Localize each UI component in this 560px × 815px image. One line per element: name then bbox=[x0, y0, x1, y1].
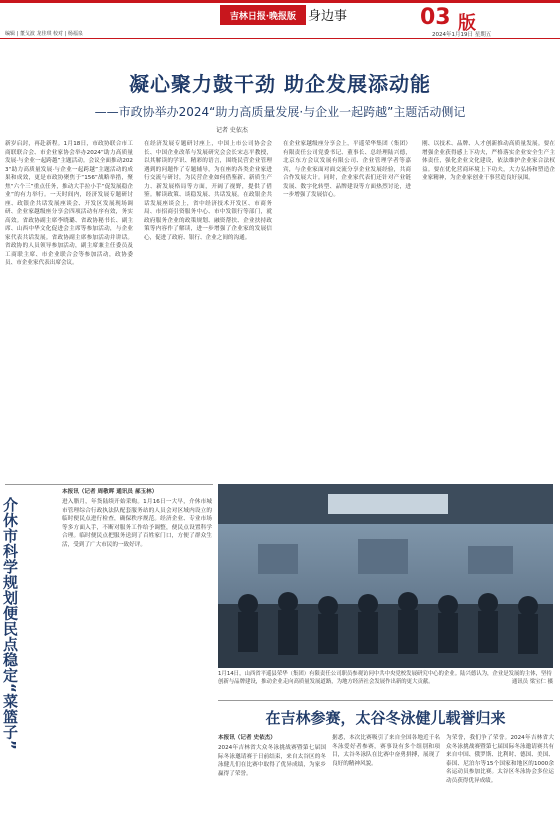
story1-column-3: 在企业家越级座分享会上，平遥荣华集团（集团）有限责任公司党委书记、董事长、总经理陆兴德，北京东方会议发展有限公司、企业管理学者等嘉宾，与企业家面对面交流分享企业发展经验，共商合作发展大计。同时，企业家代表们还针对产业链发展、数字化转型、品牌建设等方面热烈讨论，进一步增强了发展信心。 bbox=[283, 141, 411, 198]
story2-column-3: 为荣誉，我们争了荣誉。2024年吉林省大众冬泳挑战赛暨第七届国际冬泳邀请赛共有来自中国、俄罗斯、比利时、德国、美国、泰国、尼泊尔等15个国家和地区的1000余名运动员参加比赛。太谷区冬泳协会多位运动员获得优异成绩。 bbox=[446, 735, 554, 784]
side-story-divider bbox=[5, 484, 213, 485]
story1-column-2: 在经济发展专题研讨座上，中国上市公司协会会长、中国企业改革与发展研究会会长宋志平教授，以其解读的学识、精彩的语言，围绕民营企业管理遇到的问题作了专题辅导，为在座的各类企业家进行交流与研讨，为民营企业如何借鉴新、新质生产力、新发展格局等方面，开阔了视野，提供了借鉴。解读政策、谈稳发展、共话发展。在政银企共话发展座谈会上，省中经济技术开发区、市商务局、市招商引资服务中心、市中发银行等部门，就政府服务企业的政策规划、融资帮扶、企业扶持政策等内容作了解读，进一步增强了企业家的发展信心，促进了政府、银行、企业之间的沟通。 bbox=[144, 141, 272, 241]
story2-headline: 在吉林参赛，太谷冬泳健儿载誉归来 bbox=[265, 709, 506, 727]
story2-column-1: 2024年吉林省大众冬泳挑战赛暨第七届国际冬泳邀请赛于日前结束，来自太谷区的冬泳健儿们在比赛中取得了优异成绩，为家乡赢得了荣誉。 bbox=[218, 745, 326, 777]
story2-divider bbox=[218, 700, 553, 701]
story2-column-2: 据悉，本次比赛吸引了来自全国各地近千名冬泳爱好者参赛，赛事设有多个组别和项目，太谷冬泳队在比赛中奋勇拼搏，展现了良好的精神风貌。 bbox=[332, 735, 440, 767]
section-title: 身边事 bbox=[308, 9, 348, 24]
photo-illustration bbox=[218, 484, 553, 668]
side-story-byline: 本报讯（记者 周敬晖 通讯员 郝玉林） bbox=[62, 489, 158, 495]
photo-credit: 通讯员 梁宝仁 摄 bbox=[511, 679, 553, 685]
page-number: 03 bbox=[420, 5, 451, 30]
side-story-title: 介休市科学规划便民点稳定“菜篮子” bbox=[1, 497, 19, 751]
page-suffix: 版 bbox=[458, 13, 476, 34]
side-story-body: 进入腊月，年货陆续开始采购。1月16日一大早，介休市城市管理综合行政执法队配套服务站的人员会对区域内设立的临时便民点进行检查，确保秩序规范。经济企业、专业市场等多方面入手，不断对服务工作给予调整，便民点设置科学合理。临时便民点把服务送到了百姓家门口，方便了群众生活，受到了广大市民的一致好评。 bbox=[62, 499, 212, 548]
headline-subtitle: ——市政协举办2024“助力高质量发展·与企业一起跨越”主题活动侧记 bbox=[94, 105, 466, 119]
masthead-logo: 吉林日报·晚报版 bbox=[220, 5, 306, 25]
headline-main: 凝心聚力鼓干劲 助企发展添动能 bbox=[129, 72, 431, 96]
issue-date: 2024年1月19日 星期五 bbox=[432, 32, 492, 38]
news-photo bbox=[218, 484, 553, 668]
story2-byline: 本报讯（记者 史依杰） bbox=[218, 735, 276, 741]
header-editors: 编辑 | 董戈波 龙佳琪 校对 | 杨福泉 bbox=[5, 31, 83, 37]
photo-caption-text: 1月14日，山西省平遥县荣华（集团）有限责任公司职员参观访问中共中央党校发展研究中心的企业。陆兴德认为，企业是发展的主体，坚持创新与品牌建设，推动企业走向高质量发展道路，为地方经济社会发展作出新的更大贡献。 bbox=[218, 671, 552, 685]
header-top-bar bbox=[0, 0, 560, 3]
photo-caption bbox=[218, 670, 553, 686]
main-byline: 记者 史依杰 bbox=[216, 127, 248, 134]
story1-column-1: 新岁启封，再赴新程。1月18日，市政协联合市工商联联合会、市企业家协会举办2024“助力高质量发展·与企业一起跨越”主题活动。会议全面推动2023“助力高质量发展·与企业一起跨越”主题活动的成果和成效，更是市政协聚焦于“156”战略举措，聚焦“六个三”重点任务，推动大手拉小手“促发展稳企业”的有力举行。一天时间内，经济发展专题研讨座、政银企共话发展座谈会、开发区发展现场调研、企业家越级座分享会四项活动有序有效，务实高效。省政协副主席李晓璐、省政协秘书长、副主席、山西中华文化促进会主席等参加活动，与企业家代表共话发展。省政协副主席参加活动并讲话。省政协的人员领导参加活动，副主席兼主任委员及工商联主席、市企业联合会等参加活动，政协委员、市企业家代表出席会议。 bbox=[5, 141, 133, 266]
story1-column-4: 刚、以技术、品牌、人才创新推动高质量发展。要在增强企业获得感上下功夫，严格落实企业安全生产主体责任，强化企业文化建设，依法维护企业家合法权益。要在优化营商环境上下功夫，大力弘扬和塑造企业家精神，为企业家创业干事营造良好氛围。 bbox=[422, 141, 555, 181]
header-divider bbox=[0, 38, 560, 39]
